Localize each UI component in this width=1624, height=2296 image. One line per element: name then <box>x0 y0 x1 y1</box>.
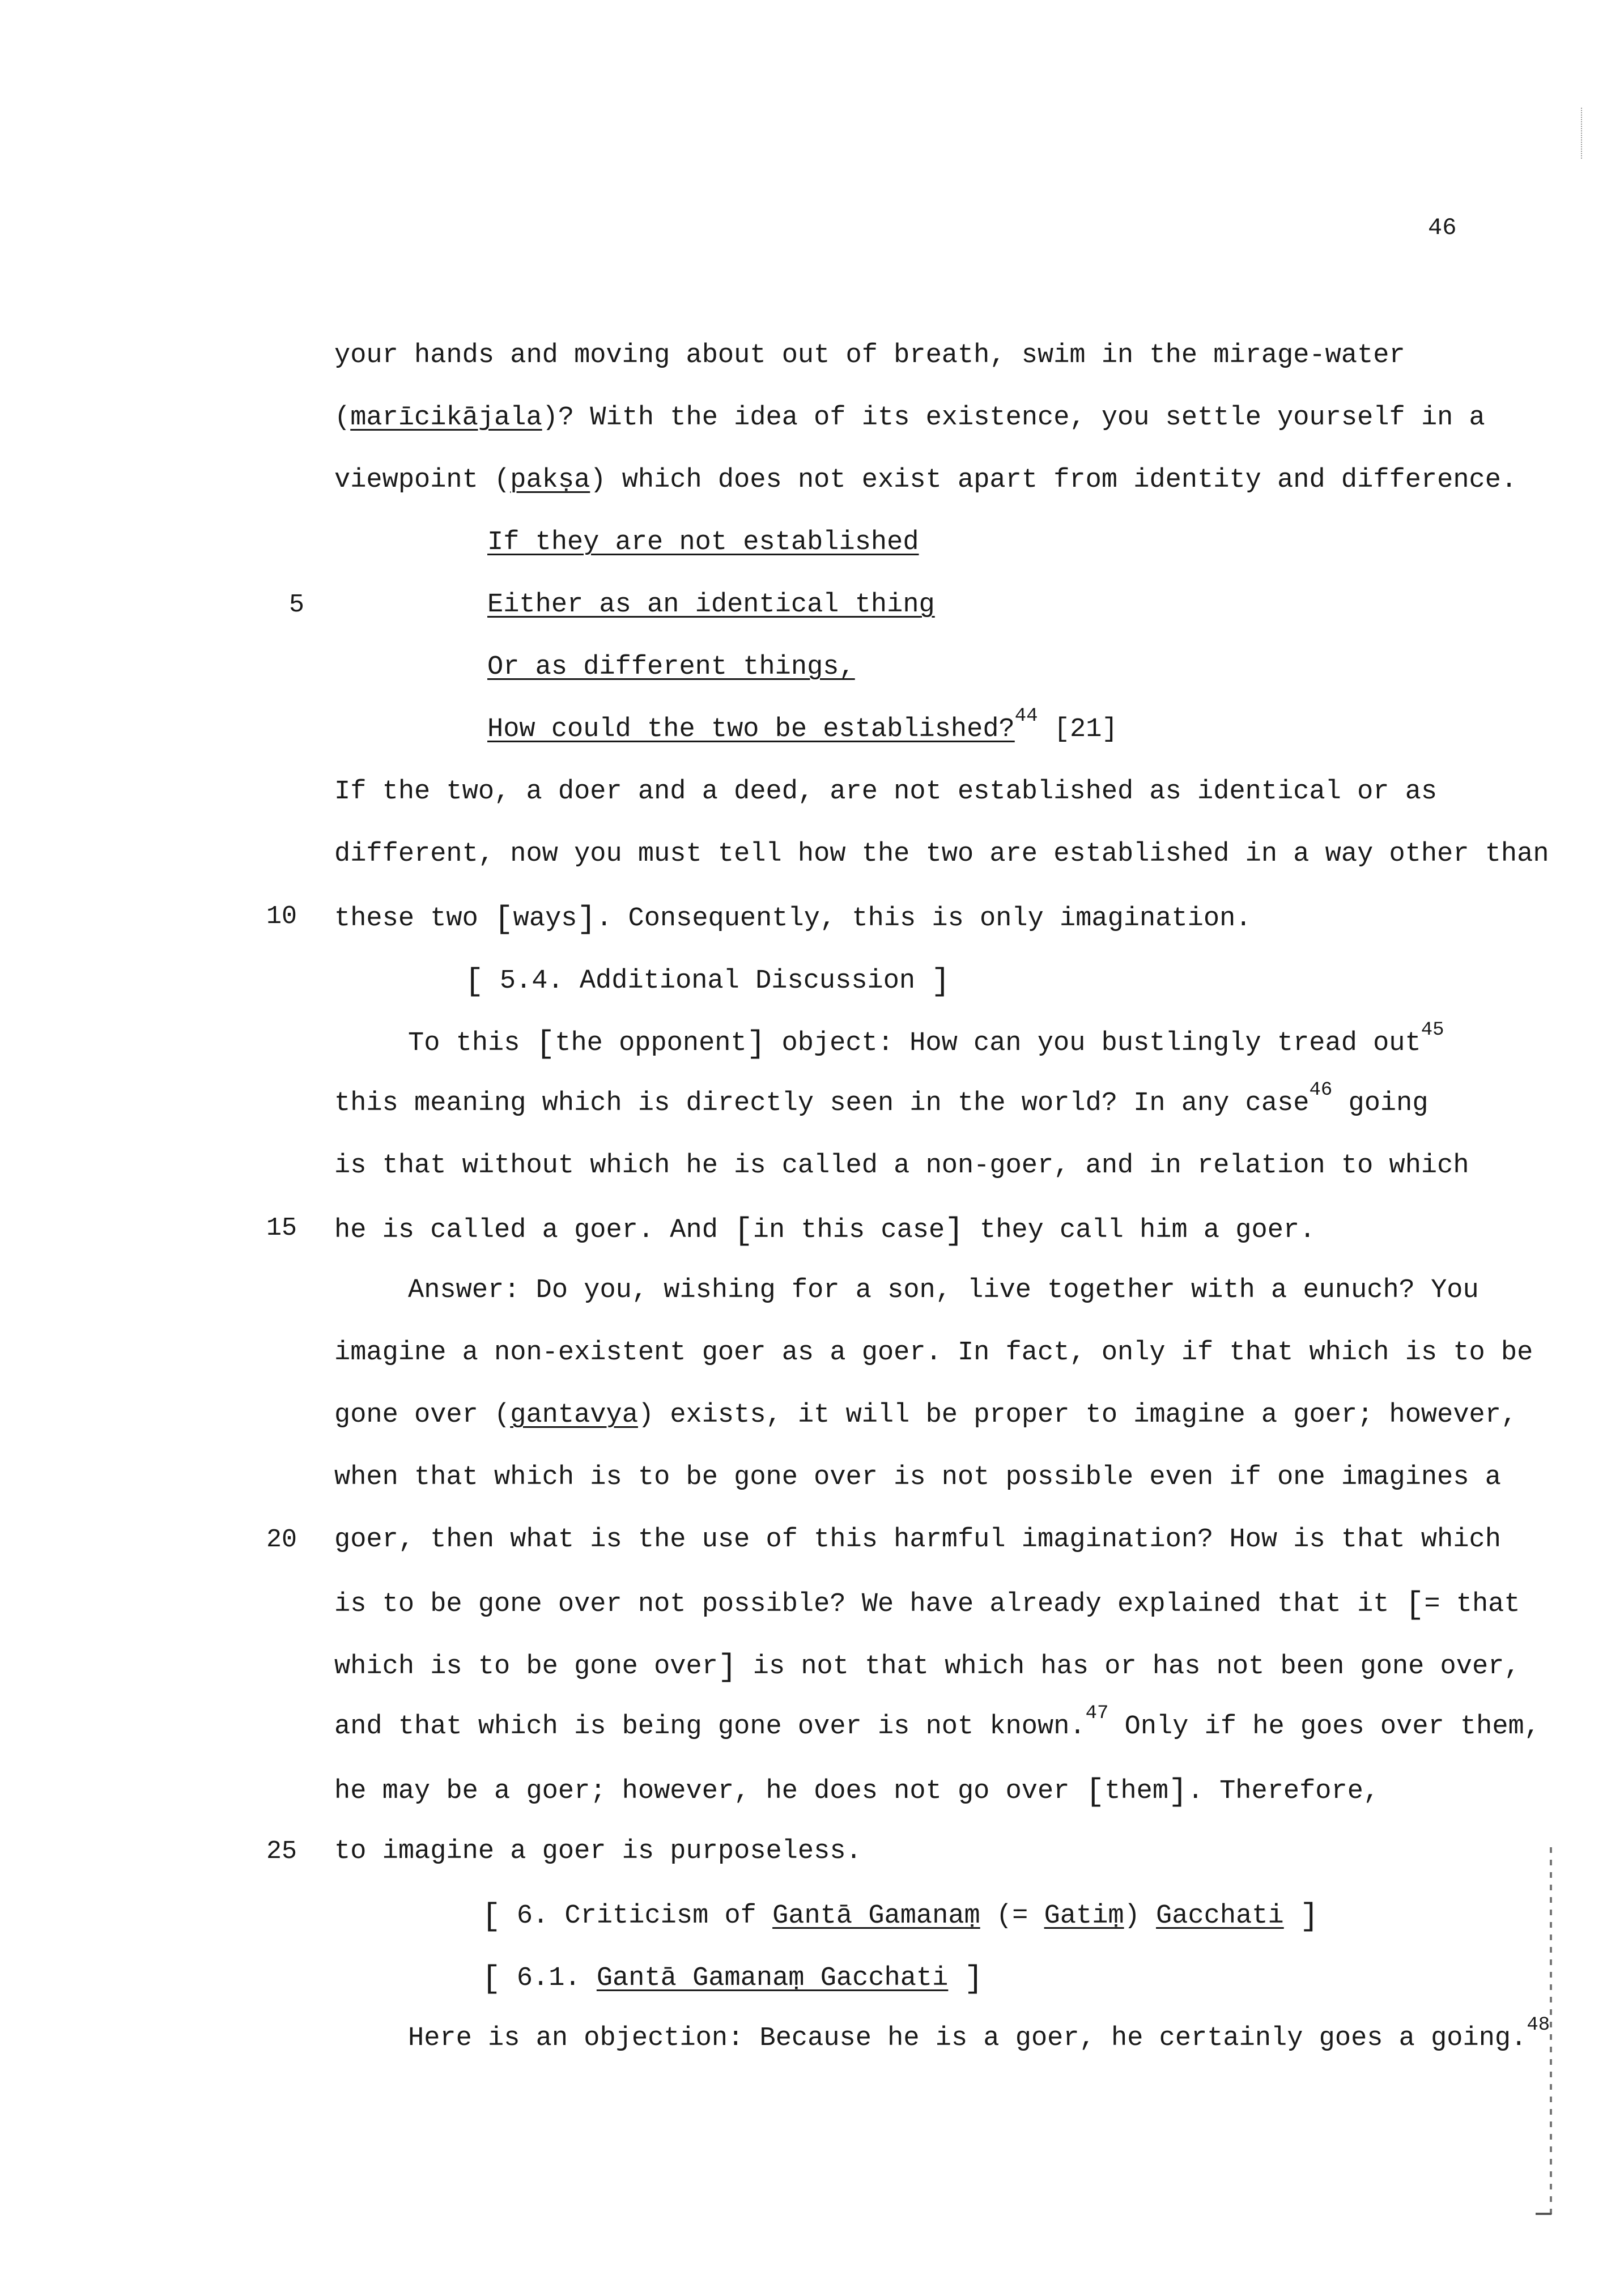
verse-line-4: How could the two be established?$^{44}$ [21] <box>487 705 1118 745</box>
text-line-9: is that without which he is called a non-goer, and in relation to which <box>334 1151 1469 1181</box>
sanskrit-term-paksa: pakṣa <box>510 465 590 495</box>
text-line-8: this meaning which is directly seen in the world? In any case$^{46}$ going <box>334 1079 1429 1119</box>
text-line-3: viewpoint (pakṣa) which does not exist apart from identity and difference. <box>334 465 1517 495</box>
line-number-10: 10 <box>266 902 297 931</box>
page-edge-dashes <box>1550 1847 1552 2216</box>
text-line-19: he may be a goer; however, he does not go over [them]. Therefore, <box>334 1774 1380 1810</box>
page-edge-corner <box>1536 2213 1551 2215</box>
text-line-21: Here is an objection: Because he is a goer, he certainly goes a going.$^{48}$ <box>408 2014 1550 2053</box>
text-line-7: To this [the opponent] object: How can you bustlingly tread out$^{45}$ <box>408 1019 1444 1062</box>
line-number-5: 5 <box>289 590 305 619</box>
section-heading-6-1: [ 6.1. Gantā Gamanaṃ Gacchati ] <box>482 1961 984 1997</box>
verse-line-3: Or as different things, <box>487 652 855 682</box>
text-line-20: to imagine a goer is purposeless. <box>334 1836 862 1866</box>
sanskrit-term-gantavya: gantavya <box>510 1400 638 1430</box>
text-line-18: and that which is being gone over is not known.$^{47}$ Only if he goes over them, <box>334 1703 1540 1742</box>
text-line-12: imagine a non-existent goer as a goer. In fact, only if that which is to be <box>334 1338 1533 1368</box>
verse-line-1: If they are not established <box>487 528 919 558</box>
text-line-4: If the two, a doer and a deed, are not established as identical or as <box>334 777 1438 807</box>
footnote-ref-47: 47 <box>1085 1703 1109 1725</box>
footnote-ref-46: 46 <box>1309 1079 1333 1102</box>
text-line-5: different, now you must tell how the two are established in a way other than <box>334 839 1549 869</box>
text-line-15: goer, then what is the use of this harmful imagination? How is that which <box>334 1525 1501 1555</box>
line-number-15: 15 <box>266 1214 297 1243</box>
section-heading-5-4: [ 5.4. Additional Discussion ] <box>465 963 950 1000</box>
line-number-25: 25 <box>266 1837 297 1866</box>
page-edge-mark <box>1581 108 1599 159</box>
text-line-1: your hands and moving about out of breath, swim in the mirage-water <box>334 341 1405 371</box>
text-line-16: is to be gone over not possible? We have already explained that it [= that <box>334 1587 1520 1623</box>
footnote-ref-45: 45 <box>1421 1019 1444 1041</box>
section-heading-6: [ 6. Criticism of Gantā Gamanaṃ (= Gatiṃ) Gacchati ] <box>482 1898 1319 1934</box>
text-line-6: these two [ways]. Consequently, this is only imagination. <box>334 901 1252 937</box>
text-line-17: which is to be gone over] is not that which has or has not been gone over, <box>334 1649 1520 1685</box>
verse-number: [21] <box>1053 715 1118 745</box>
text-line-11: Answer: Do you, wishing for a son, live together with a eunuch? You <box>408 1275 1479 1306</box>
footnote-ref-48: 48 <box>1527 2014 1550 2036</box>
page-number: 46 <box>1428 214 1457 241</box>
footnote-ref-44: 44 <box>1014 705 1038 728</box>
text-line-14: when that which is to be gone over is not possible even if one imagines a <box>334 1462 1501 1493</box>
text-line-10: he is called a goer. And [in this case] they call him a goer. <box>334 1213 1316 1249</box>
sanskrit-term-maricikajala: marīcikājala <box>350 403 542 433</box>
text-line-2: (marīcikājala)? With the idea of its existence, you settle yourself in a <box>334 403 1485 433</box>
line-number-20: 20 <box>266 1525 297 1554</box>
text-line-13: gone over (gantavya) exists, it will be proper to imagine a goer; however, <box>334 1400 1517 1430</box>
verse-line-2: Either as an identical thing <box>487 590 935 620</box>
